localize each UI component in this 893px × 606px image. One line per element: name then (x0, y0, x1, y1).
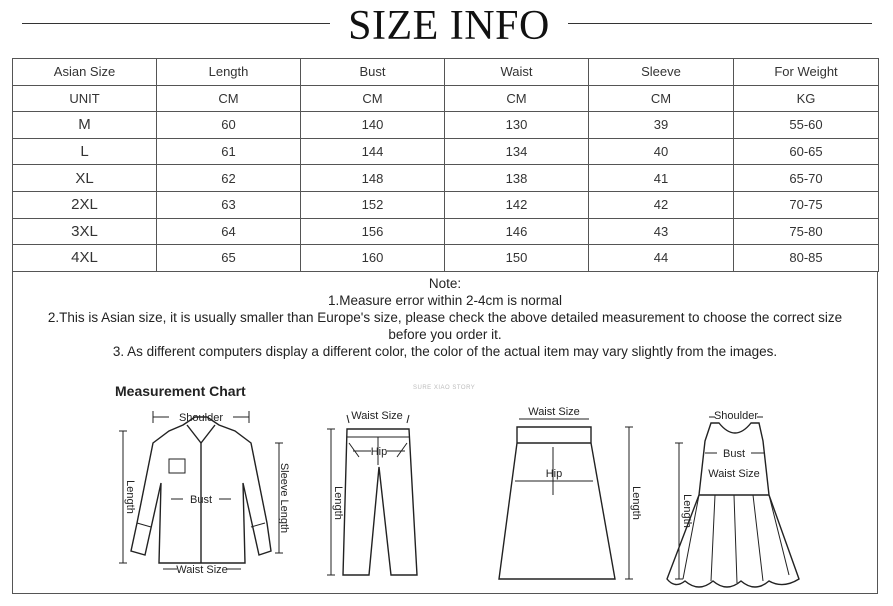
size-table (12, 58, 879, 272)
size-cell: 2XL (13, 191, 157, 218)
table-row (13, 138, 879, 165)
pants-waist-label: Waist Size (351, 410, 403, 422)
table-cell: 70-75 (734, 191, 879, 218)
table-cell: 152 (301, 191, 445, 218)
header-row (13, 59, 879, 86)
table-cell: 134 (445, 138, 589, 165)
size-cell: 4XL (13, 245, 157, 272)
table-cell: 64 (157, 218, 301, 245)
shirt-diagram (111, 403, 291, 591)
note-line-2b: before you order it. (388, 327, 502, 342)
table-cell: 40 (589, 138, 734, 165)
pants-diagram (313, 403, 433, 591)
table-row (13, 191, 879, 218)
header-cell: Asian Size (13, 59, 157, 86)
note-title: Note: (428, 276, 462, 291)
shirt-waist-label: Waist Size (176, 564, 228, 576)
unit-row (13, 85, 879, 112)
table-cell: 156 (301, 218, 445, 245)
note-line-1: 1.Measure error within 2-4cm is normal (327, 293, 563, 308)
table-row (13, 245, 879, 272)
table-cell: 144 (301, 138, 445, 165)
unit-cell: UNIT (13, 85, 157, 112)
table-cell: 140 (301, 112, 445, 139)
table-cell: 43 (589, 218, 734, 245)
measurement-chart-title: Measurement Chart (115, 383, 246, 399)
table-row (13, 218, 879, 245)
table-cell: 80-85 (734, 245, 879, 272)
size-cell: L (13, 138, 157, 165)
dress-length-label: Length (681, 494, 693, 528)
table-cell: 142 (445, 191, 589, 218)
table-cell: 138 (445, 165, 589, 192)
table-cell: 65-70 (734, 165, 879, 192)
table-cell: 44 (589, 245, 734, 272)
shirt-sleeve-label: Sleeve Length (278, 462, 290, 534)
skirt-waist-label: Waist Size (528, 406, 580, 418)
header-rule-right (568, 23, 872, 24)
note-line-3: 3. As different computers display a different color, the color of the actual item may vary slightly from the images. (112, 344, 778, 359)
shirt-bust-label: Bust (189, 494, 213, 506)
page-title: SIZE INFO (348, 3, 550, 49)
shirt-length-label: Length (124, 480, 136, 514)
dress-waist-label: Waist Size (708, 468, 760, 480)
table-cell: 39 (589, 112, 734, 139)
table-row (13, 112, 879, 139)
note-panel (12, 271, 878, 594)
table-cell: 60-65 (734, 138, 879, 165)
header-rule-left (22, 23, 330, 24)
unit-cell: CM (445, 85, 589, 112)
size-cell: 3XL (13, 218, 157, 245)
header (0, 0, 893, 52)
header-cell: For Weight (734, 59, 879, 86)
dress-bust-label: Bust (722, 448, 746, 460)
unit-cell: CM (157, 85, 301, 112)
shirt-shoulder-label: Shoulder (178, 412, 224, 424)
table-cell: 55-60 (734, 112, 879, 139)
pants-length-label: Length (332, 486, 344, 520)
header-cell: Sleeve (589, 59, 734, 86)
header-cell: Waist (445, 59, 589, 86)
table-cell: 65 (157, 245, 301, 272)
watermark: SURE XIAO STORY (413, 385, 476, 391)
size-cell: XL (13, 165, 157, 192)
header-cell: Length (157, 59, 301, 86)
table-cell: 150 (445, 245, 589, 272)
table-cell: 60 (157, 112, 301, 139)
table-cell: 41 (589, 165, 734, 192)
table-row (13, 165, 879, 192)
table-cell: 75-80 (734, 218, 879, 245)
table-cell: 160 (301, 245, 445, 272)
pants-hip-label: Hip (370, 446, 388, 458)
dress-shoulder-label: Shoulder (713, 410, 759, 422)
table-cell: 42 (589, 191, 734, 218)
note-line-2: 2.This is Asian size, it is usually smaller than Europe's size, please check the above detailed measurement to choose the correct size (47, 310, 843, 325)
unit-cell: CM (589, 85, 734, 112)
dress-diagram (659, 403, 809, 591)
note-text (13, 275, 877, 360)
table-cell: 63 (157, 191, 301, 218)
table-cell: 61 (157, 138, 301, 165)
table-cell: 62 (157, 165, 301, 192)
table-cell: 146 (445, 218, 589, 245)
size-cell: M (13, 112, 157, 139)
unit-cell: CM (301, 85, 445, 112)
skirt-hip-label: Hip (545, 468, 563, 480)
table-cell: 148 (301, 165, 445, 192)
table-cell: 130 (445, 112, 589, 139)
skirt-length-label: Length (630, 486, 642, 520)
unit-cell: KG (734, 85, 879, 112)
skirt-diagram (493, 403, 643, 591)
header-cell: Bust (301, 59, 445, 86)
